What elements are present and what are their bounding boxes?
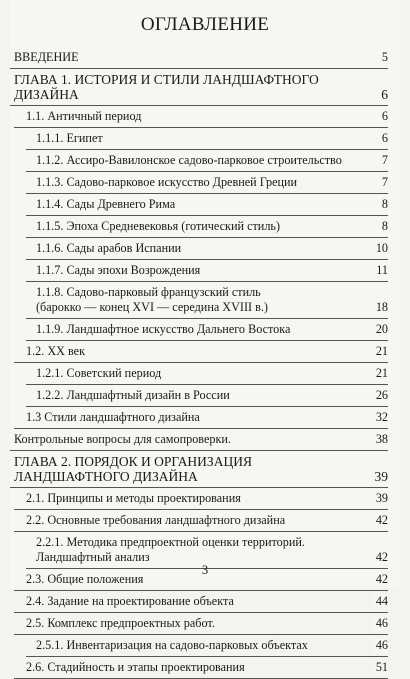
toc-entry-page: 6 <box>379 131 388 146</box>
toc-entry-title: 1.1.7. Сады эпохи Возрождения <box>36 263 201 277</box>
toc-entry-page: 42 <box>373 572 388 587</box>
toc-entry-page: 39 <box>373 491 388 506</box>
toc-entry-title: 2.1. Принципы и методы проектирования <box>26 491 241 505</box>
toc-entry-page: 21 <box>373 366 388 381</box>
toc-entry-page: 44 <box>373 594 388 609</box>
toc-entry-title: 1.1.6. Сады арабов Испании <box>36 241 182 255</box>
toc-entry-1-1-3[interactable] <box>26 175 388 194</box>
toc-entry-review-questions[interactable] <box>10 432 388 451</box>
toc-entry-1-3[interactable] <box>14 410 388 429</box>
toc-entry-title: 1.3 Стили ландшафтного дизайна <box>26 410 200 424</box>
toc-entry-page: 51 <box>373 660 388 675</box>
toc-entry-title: 2.2. Основные требования ландшафтного дизайна <box>26 513 286 527</box>
toc-entry-title: 2.4. Задание на проектирование объекта <box>26 594 234 608</box>
toc-entry-title: 2.6. Стадийность и этапы проектирования <box>26 660 245 674</box>
toc-entry-title: 2.5.1. Инвентаризация на садово-парковых объектах <box>36 638 308 652</box>
toc-entry-title-line-2: (барокко — конец XVI — середина XVIII в.) <box>36 300 268 314</box>
toc-entry-page: 42 <box>373 550 388 565</box>
toc-entry-page: 10 <box>373 241 388 256</box>
toc-heading: ОГЛАВЛЕНИЕ <box>140 14 270 35</box>
toc-entry-2-4[interactable] <box>14 594 388 613</box>
toc-entry-page: 26 <box>373 388 388 403</box>
toc-entry-title: 1.1.9. Ландшафтное искусство Дальнего Востока <box>36 322 291 336</box>
toc-entry-chapter-1[interactable] <box>10 72 388 106</box>
toc-entry-page: 8 <box>379 197 388 212</box>
toc-entry-title: Контрольные вопросы для самопроверки. <box>14 432 231 446</box>
toc-entry-1-1-9[interactable] <box>26 322 388 341</box>
toc-entry-1-1-8[interactable] <box>26 285 388 319</box>
toc-entry-1-1-5[interactable] <box>26 219 388 238</box>
toc-entry-introduction[interactable] <box>10 50 388 69</box>
toc-entry-1-1-2[interactable] <box>26 153 388 172</box>
toc-entry-page: 7 <box>379 153 388 168</box>
toc-entry-page: 7 <box>379 175 388 190</box>
table-of-contents <box>10 50 388 679</box>
toc-entry-2-1[interactable] <box>14 491 388 510</box>
toc-entry-title: ГЛАВА 1. ИСТОРИЯ И СТИЛИ ЛАНДШАФТНОГО ДИЗАЙНА <box>14 72 319 102</box>
toc-entry-title: 2.5. Комплекс предпроектных работ. <box>26 616 215 630</box>
toc-entry-title: 1.1.4. Сады Древнего Рима <box>36 197 176 211</box>
toc-entry-2-2[interactable] <box>14 513 388 532</box>
toc-entry-1-2[interactable] <box>14 344 388 363</box>
toc-entry-1-1-1[interactable] <box>26 131 388 150</box>
toc-entry-title: 1.1.8. Садово-парковый французский стиль <box>36 285 261 299</box>
toc-entry-1-1-4[interactable] <box>26 197 388 216</box>
toc-entry-title-line-2: Ландшафтный анализ <box>36 550 150 564</box>
page-number: 3 <box>201 563 209 577</box>
toc-entry-title: 2.2.1. Методика предпроектной оценки территорий. <box>36 535 305 549</box>
toc-entry-page: 21 <box>373 344 388 359</box>
toc-entry-2-6[interactable] <box>14 660 388 679</box>
toc-entry-page: 32 <box>373 410 388 425</box>
toc-entry-page: 18 <box>373 300 388 315</box>
toc-entry-2-5-1[interactable] <box>26 638 388 657</box>
toc-entry-page: 6 <box>378 87 388 102</box>
toc-entry-title-line-2: ЛАНДШАФТНОГО ДИЗАЙНА <box>14 469 198 484</box>
toc-entry-title: 1.2.2. Ландшафтный дизайн в России <box>36 388 230 402</box>
toc-entry-page: 46 <box>373 616 388 631</box>
toc-entry-1-2-2[interactable] <box>26 388 388 407</box>
toc-entry-title: 1.1.3. Садово-парковое искусство Древней Греции <box>36 175 298 189</box>
toc-entry-page: 5 <box>379 50 388 65</box>
toc-entry-chapter-2[interactable] <box>10 454 388 488</box>
toc-entry-1-1[interactable] <box>14 109 388 128</box>
book-page <box>10 0 400 674</box>
toc-entry-page: 6 <box>379 109 388 124</box>
toc-entry-title: 1.1.5. Эпоха Средневековья (готический стиль) <box>36 219 281 233</box>
toc-entry-title: 1.1. Античный период <box>26 109 142 123</box>
toc-entry-title: ВВЕДЕНИЕ <box>14 50 79 64</box>
toc-entry-2-5[interactable] <box>14 616 388 635</box>
toc-entry-page: 8 <box>379 219 388 234</box>
toc-entry-page: 39 <box>372 469 389 484</box>
toc-entry-page: 46 <box>373 638 388 653</box>
toc-entry-page: 11 <box>373 263 388 278</box>
toc-entry-1-2-1[interactable] <box>26 366 388 385</box>
toc-entry-title: 2.3. Общие положения <box>26 572 144 586</box>
toc-entry-title: 1.2.1. Советский период <box>36 366 162 380</box>
toc-entry-page: 20 <box>373 322 388 337</box>
toc-entry-title: 1.2. XX век <box>26 344 85 358</box>
toc-entry-title: 1.1.1. Египет <box>36 131 103 145</box>
toc-entry-1-1-6[interactable] <box>26 241 388 260</box>
toc-entry-title: 1.1.2. Ассиро-Вавилонское садово-парковое строительство <box>36 153 342 167</box>
toc-entry-page: 42 <box>373 513 388 528</box>
toc-entry-page: 38 <box>373 432 388 447</box>
toc-entry-title: ГЛАВА 2. ПОРЯДОК И ОРГАНИЗАЦИЯ <box>14 454 252 469</box>
toc-entry-1-1-7[interactable] <box>26 263 388 282</box>
